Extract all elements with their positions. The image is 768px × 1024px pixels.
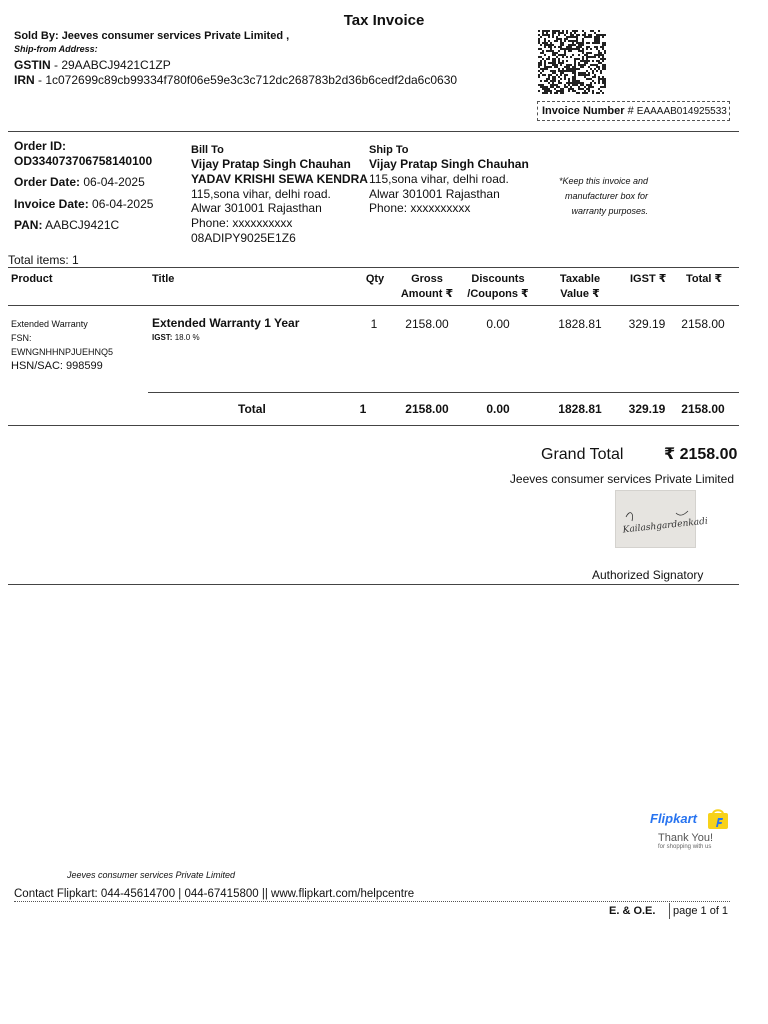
irn-value: - 1c072699c89cb99334f780f06e59e3c3c712dc268783b2d36b6cedf2da6c0630 bbox=[34, 73, 458, 87]
irn bbox=[14, 73, 457, 88]
invoice-date-value: 06-04-2025 bbox=[92, 197, 154, 211]
row-qty: 1 bbox=[370, 317, 378, 331]
order-date-label: Order Date: bbox=[14, 175, 81, 189]
grand-total-value: ₹ 2158.00 bbox=[664, 446, 738, 463]
signature-scribble bbox=[616, 491, 709, 549]
row-product-cell bbox=[11, 317, 113, 374]
col-header-title: Title bbox=[152, 273, 175, 285]
ship-to-label: Ship To bbox=[369, 144, 409, 156]
row-taxable: 1828.81 bbox=[558, 317, 602, 331]
footer-company: Jeeves consumer services Private Limited bbox=[67, 870, 236, 880]
ship-from-label: Ship-from Address: bbox=[14, 44, 98, 54]
col-header-discounts-line: /Coupons ₹ bbox=[467, 288, 529, 300]
col-header-discounts bbox=[463, 272, 533, 302]
totals-rule bbox=[148, 392, 739, 393]
row-fsn-value: EWNGNHHNPJUEHNQ5 bbox=[11, 347, 114, 357]
invoice-date-label: Invoice Date: bbox=[14, 197, 89, 211]
col-header-gross-line: Amount ₹ bbox=[400, 288, 454, 300]
total-items: Total items: 1 bbox=[8, 253, 79, 267]
col-header-gross-line: Gross bbox=[411, 273, 443, 285]
bill-to-address1: 115,sona vihar, delhi road. bbox=[191, 187, 331, 201]
totals-igst: 329.19 bbox=[628, 402, 666, 416]
bill-to-gst: 08ADIPY9025E1Z6 bbox=[191, 231, 296, 245]
keep-invoice-note bbox=[530, 174, 648, 219]
row-fsn-label: FSN: bbox=[11, 333, 32, 343]
col-header-product: Product bbox=[11, 273, 53, 285]
header-divider bbox=[8, 131, 739, 132]
ship-to-address1: 115,sona vihar, delhi road. bbox=[369, 172, 509, 186]
row-igst-rate bbox=[152, 332, 200, 343]
bill-to-name: Vijay Pratap Singh Chauhan bbox=[191, 157, 351, 171]
totals-label: Total bbox=[238, 402, 266, 416]
row-product-name: Extended Warranty bbox=[11, 319, 88, 329]
flipkart-logo bbox=[650, 808, 730, 854]
pan bbox=[14, 218, 119, 233]
keep-note-line: warranty purposes. bbox=[571, 206, 648, 216]
table-top-rule bbox=[8, 267, 739, 268]
row-igst-rate-value: 18.0 % bbox=[174, 333, 200, 342]
col-header-qty: Qty bbox=[365, 273, 385, 285]
row-title: Extended Warranty 1 Year bbox=[152, 316, 300, 330]
irn-label: IRN bbox=[14, 73, 35, 87]
col-header-discounts-line: Discounts bbox=[471, 273, 525, 285]
ship-to-phone: Phone: xxxxxxxxxx bbox=[369, 201, 471, 215]
totals-total: 2158.00 bbox=[681, 402, 725, 416]
signature-text: Kailashgardenkadi bbox=[622, 516, 709, 536]
totals-taxable: 1828.81 bbox=[558, 402, 602, 416]
bill-to-company: YADAV KRISHI SEWA KENDRA bbox=[191, 172, 368, 186]
totals-qty: 1 bbox=[359, 402, 367, 416]
invoice-number-value: EAAAAB014925533 bbox=[636, 106, 727, 117]
invoice-number-label: Invoice Number bbox=[542, 105, 625, 117]
bill-to-phone: Phone: xxxxxxxxxx bbox=[191, 216, 293, 230]
table-header-rule bbox=[8, 305, 739, 306]
grand-total-label: Grand Total bbox=[541, 446, 624, 463]
bill-to-label: Bill To bbox=[191, 144, 224, 156]
bill-to-address2: Alwar 301001 Rajasthan bbox=[191, 201, 322, 215]
gstin bbox=[14, 58, 171, 73]
sold-by bbox=[14, 29, 289, 44]
flipkart-wordmark: Flipkart bbox=[650, 811, 697, 826]
ship-to-name: Vijay Pratap Singh Chauhan bbox=[369, 157, 529, 171]
invoice-number-hash: # bbox=[627, 105, 634, 117]
sold-by-name: Jeeves consumer services Private Limited , bbox=[61, 30, 290, 42]
pan-value: AABCJ9421C bbox=[45, 218, 120, 232]
signatory-company: Jeeves consumer services Private Limited bbox=[509, 472, 734, 486]
signature-divider bbox=[8, 584, 739, 585]
page-title: Tax Invoice bbox=[343, 12, 425, 29]
order-date-value: 06-04-2025 bbox=[83, 175, 145, 189]
col-header-igst: IGST ₹ bbox=[630, 273, 667, 285]
order-id-value: OD334073706758140100 bbox=[14, 154, 153, 168]
footer-contact: Contact Flipkart: 044-45614700 | 044-67415800 || www.flipkart.com/helpcentre bbox=[14, 888, 415, 900]
totals-gross: 2158.00 bbox=[405, 402, 449, 416]
pan-label: PAN: bbox=[14, 218, 43, 232]
order-id-label: Order ID: bbox=[14, 139, 67, 153]
col-header-taxable-line: Value ₹ bbox=[560, 288, 600, 300]
col-header-taxable bbox=[548, 272, 612, 302]
footer-page-separator bbox=[669, 903, 670, 919]
invoice-date bbox=[14, 197, 153, 212]
footer-dotted-rule bbox=[14, 901, 730, 902]
gstin-value: - 29AABCJ9421C1ZP bbox=[50, 58, 171, 72]
row-discount: 0.00 bbox=[486, 317, 510, 331]
sold-by-label: Sold By: bbox=[14, 30, 59, 42]
thank-you-tagline: for shopping with us bbox=[658, 844, 712, 850]
row-hsn: HSN/SAC: 998599 bbox=[11, 360, 103, 372]
qr-code bbox=[538, 30, 606, 94]
authorized-signatory: Authorized Signatory bbox=[592, 568, 704, 582]
row-igst-label: IGST: bbox=[152, 333, 173, 342]
col-header-gross bbox=[395, 272, 459, 302]
order-date bbox=[14, 175, 145, 190]
thank-you-text: Thank You! bbox=[658, 832, 714, 844]
totals-discount: 0.00 bbox=[486, 402, 510, 416]
col-header-taxable-line: Taxable bbox=[559, 273, 601, 285]
invoice-number-box bbox=[537, 101, 730, 121]
signature-image bbox=[615, 490, 709, 548]
table-bottom-rule bbox=[8, 425, 739, 426]
row-igst: 329.19 bbox=[628, 317, 666, 331]
ship-to-address2: Alwar 301001 Rajasthan bbox=[369, 187, 500, 201]
footer-page: page 1 of 1 bbox=[673, 905, 729, 917]
row-total: 2158.00 bbox=[681, 317, 725, 331]
keep-note-line: *Keep this invoice and bbox=[558, 176, 648, 186]
col-header-total: Total ₹ bbox=[686, 273, 723, 285]
flipkart-bag-icon bbox=[707, 808, 729, 830]
row-gross: 2158.00 bbox=[405, 317, 449, 331]
footer-eoe: E. & O.E. bbox=[609, 905, 656, 917]
keep-note-line: manufacturer box for bbox=[564, 191, 648, 201]
gstin-label: GSTIN bbox=[14, 58, 51, 72]
